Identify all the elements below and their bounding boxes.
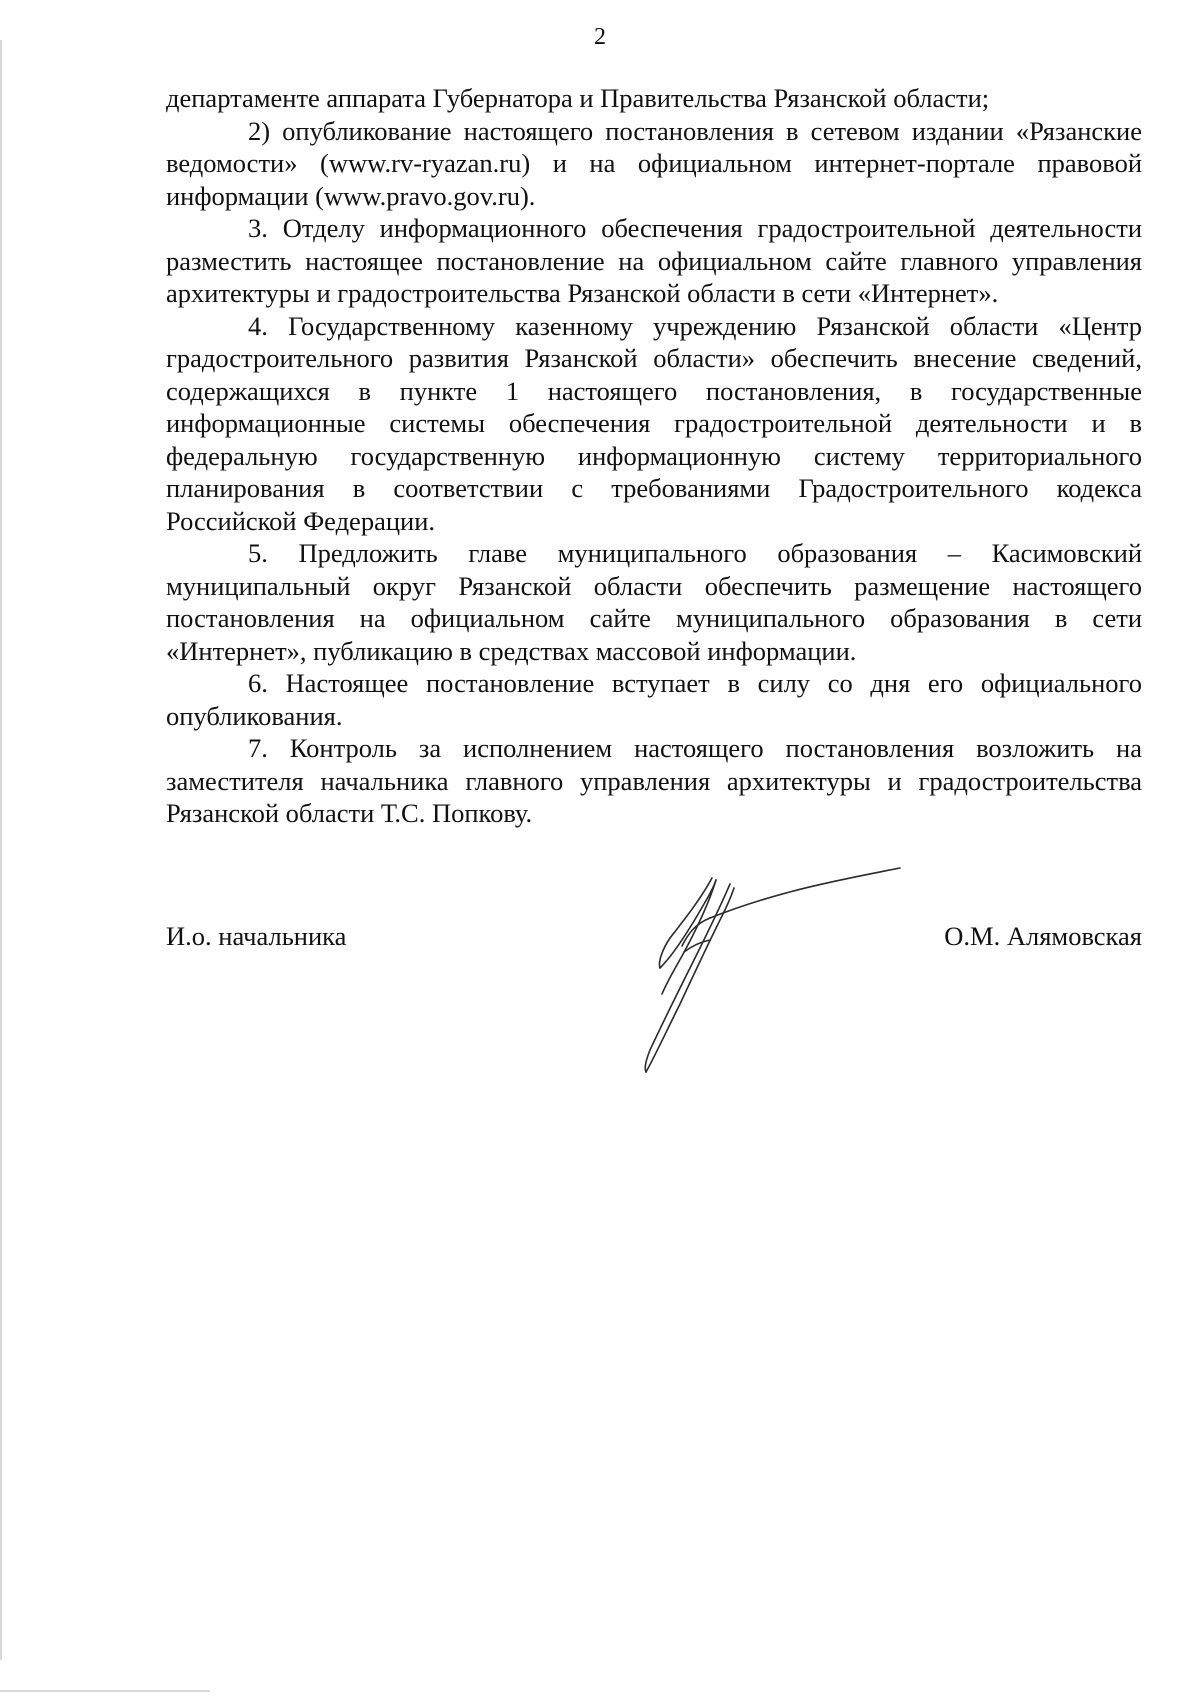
handwritten-signature bbox=[600, 860, 910, 1080]
signatory-title: И.о. начальника bbox=[166, 921, 347, 951]
document-body bbox=[166, 82, 1142, 830]
paragraph-item-2-publication: 2) опубликование настоящего постановления в сетевом издании «Рязанские ведомости» (www.rv-ryazan.ru) и на официальном интернет-портале правовой информации (www.pravo.gov.ru). bbox=[166, 115, 1142, 211]
paragraph-item-4-registry: 4. Государственному казенному учреждению Рязанской области «Центр градостроительного развития Рязанской области» обеспечить внесение сведений, содержащихся в пункте 1 настоящего постановления, в государственные информационные системы обеспечения градостроительной деятельности и в федеральную государственную информационную систему территориального планирования в соответствии с требованиями Градостроительного кодекса Российской Федерации. bbox=[166, 310, 1142, 536]
signatory-name: О.М. Алямовская bbox=[944, 921, 1142, 951]
scan-edge-left bbox=[0, 40, 2, 1660]
paragraph-item-3-website: 3. Отделу информационного обеспечения градостроительной деятельности разместить настоящее постановление на официальном сайте главного управления архитектуры и градостроительства Рязанской области в сети «Интернет». bbox=[166, 213, 1142, 308]
paragraph-item-5-municipality: 5. Предложить главе муниципального образования – Касимовский муниципальный округ Рязанской области обеспечить размещение настоящего постановления на официальном сайте муниципального образования в сети «Интернет», публикацию в средствах массовой информации. bbox=[166, 538, 1142, 666]
paragraph-item-7-control: 7. Контроль за исполнением настоящего постановления возложить на заместителя начальника главного управления архитектуры и градостроительства Рязанской области Т.С. Попкову. bbox=[166, 733, 1142, 828]
paragraph-item-6-effective-date: 6. Настоящее постановление вступает в силу со дня его официального опубликования. bbox=[166, 668, 1142, 731]
page-number: 2 bbox=[594, 24, 606, 50]
paragraph-continuation: департаменте аппарата Губернатора и Правительства Рязанской области; bbox=[166, 83, 990, 113]
scan-edge-bottom bbox=[0, 1690, 210, 1692]
